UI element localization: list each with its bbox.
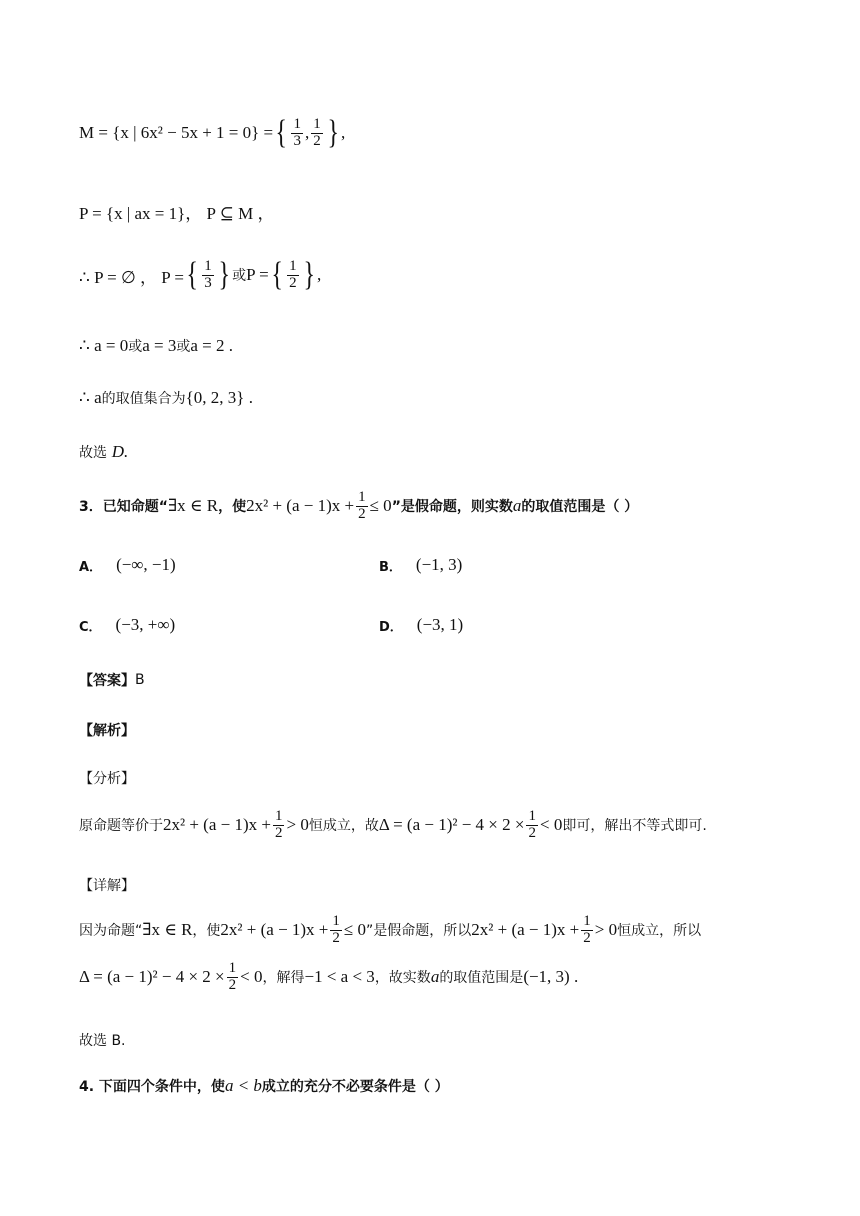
option-d[interactable]: D． (−3, 1) (379, 615, 464, 635)
question-3-stem: 3．已知命题“ ∃x ∈ R ，使 2x² + (a − 1)x + $\frac{1}{2}$ ≤ 0 ”是假命题，则实数 a 的取值范围是（ ） (79, 489, 639, 522)
set-m-expr: M = {x | 6x² − 5x + 1 = 0} = (79, 123, 274, 142)
question-4-stem: 4. 下面四个条件中，使 a < b 成立的充分不必要条件是（ ） (79, 1076, 449, 1095)
fenxi-body: 原命题等价于 2x² + (a − 1)x + $\frac{1}{2}$ > 0 恒成立，故 Δ = (a − 1)² − 4 × 2 × $\frac{1}{2}$ < 0 即可，解出不等式即可. (79, 808, 707, 841)
option-a[interactable]: A． (−∞, −1) (79, 555, 176, 575)
fenxi-heading: 【分析】 (79, 771, 135, 787)
fraction-one-third: $\frac{1}{3}$ (293, 115, 301, 149)
answer-value: B (135, 672, 145, 688)
xiangjie-body-2: Δ = (a − 1)² − 4 × 2 × $\frac{1}{2}$ < 0 ，解得 −1 < a < 3 ，故实数 a 的取值范围是 (−1, 3) . (79, 960, 579, 993)
set-m-line: M = {x | 6x² − 5x + 1 = 0} = { $\frac{1}{3}$ , $\frac{1}{2}$ } , (79, 114, 346, 151)
xiangjie-heading: 【详解】 (79, 878, 135, 894)
a-set-line: ∴ a 的取值集合为 {0, 2, 3} . (79, 388, 253, 407)
option-b[interactable]: B． (−1, 3) (379, 555, 463, 575)
a-values-line: ∴ a = 0 或 a = 3 或 a = 2 . (79, 336, 233, 355)
cases-line: ∴ P = ∅ ， P = { $\frac{1}{3}$ } 或 P = { $\frac{1}{2}$ } , (79, 256, 322, 293)
analysis-heading: 【解析】 (79, 723, 135, 739)
option-c[interactable]: C． (−3, +∞) (79, 615, 176, 635)
final-choice-line: 故选 B. (79, 1033, 126, 1049)
set-p-line (79, 199, 274, 224)
choose-d-line: 故选 D. (79, 442, 129, 461)
right-brace: } (327, 114, 339, 151)
xiangjie-body-1: 因为命题“ ∃x ∈ R ，使 2x² + (a − 1)x + $\frac{1}{2}$ ≤ 0 ”是假命题，所以 2x² + (a − 1)x + $\frac{1}{2}$ > 0 恒成立，所以 (79, 913, 702, 946)
fraction-one-half: $\frac{1}{2}$ (313, 115, 321, 149)
answer-line: 【答案】 B (79, 672, 145, 689)
set-p-expr: P = {x | ax = 1}， P ⊆ M ， (79, 204, 275, 223)
left-brace: { (275, 114, 288, 151)
